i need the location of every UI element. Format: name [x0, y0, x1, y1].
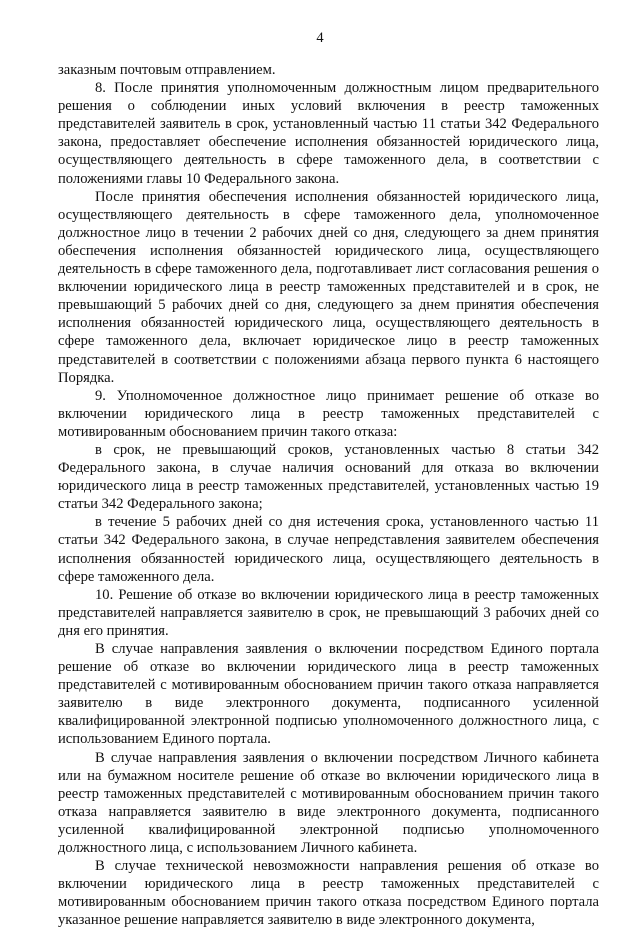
paragraph-continuation: заказным почтовым отправлением.: [58, 62, 276, 78]
paragraph-item-9-case-1: в срок, не превышающий сроков, установленных частью 8 статьи 342 Федерального закона, в случае наличия оснований для отказа во включении юридического лица в реестр таможенных представителей, установленных частью 19 статьи 342 Федерального закона;: [58, 441, 599, 513]
paragraph-item-8-continued: После принятия обеспечения исполнения обязанностей юридического лица, осуществляющего деятельность в сфере таможенного дела, уполномоченное должностное лицо в течении 2 рабочих дней со дня, следующего за днем принятия обеспечения исполнения обязанностей юридического лица, осуществляющего деятельность в сфере таможенного дела, подготавливает лист согласования решения о включении юридического лица в реестр таможенных представителей и в срок, не превышающий 5 рабочих дней со дня, следующего за днем принятия обеспечения исполнения обязанностей юридического лица, осуществляющего деятельность в сфере таможенного дела, включает юридическое лицо в реестр таможенных представителей в соответствии с положениями абзаца первого пункта 6 настоящего Порядка.: [58, 188, 599, 386]
document-body: [58, 61, 599, 930]
paragraph-item-10-personal-cabinet: В случае направления заявления о включении посредством Личного кабинета или на бумажном носителе решение об отказе во включении юридического лица в реестр таможенных представителей с мотивированным обоснованием причин такого отказа направляется заявителю в виде электронного документа, подписанного усиленной квалифицированной электронной подписью уполномоченного должностного лица, с использованием Личного кабинета.: [58, 749, 599, 857]
paragraph-item-9: 9. Уполномоченное должностное лицо принимает решение об отказе во включении юридического лица в реестр таможенных представителей с мотивированным обоснованием причин такого отказа:: [58, 387, 599, 440]
paragraph-item-10: 10. Решение об отказе во включении юридического лица в реестр таможенных представителей направляется заявителю в срок, не превышающий 3 рабочих дней со дня его принятия.: [58, 586, 599, 639]
paragraph-item-9-case-2: в течение 5 рабочих дней со дня истечения срока, установленного частью 11 статьи 342 Федерального закона, в случае непредставления заявителем обеспечения исполнения обязанностей юридического лица, осуществляющего деятельность в сфере таможенного дела.: [58, 514, 599, 585]
paragraph-item-8: 8. После принятия уполномоченным должностным лицом предварительного решения о соблюдении иных условий включения в реестр таможенных представителей заявитель в срок, установленный частью 11 статьи 342 Федерального закона, предоставляет обеспечение исполнения обязанностей юридического лица, осуществляющего деятельность в сфере таможенного дела, в соответствии с положениями главы 10 Федерального закона.: [58, 80, 599, 187]
paragraph-item-10-technical-impossibility: В случае технической невозможности направления решения об отказе во включении юридического лица в реестр таможенных представителей с мотивированным обоснованием причин такого отказа посредством Единого портала указанное решение направляется заявителю в виде электронного документа,: [58, 858, 599, 929]
page-number: 4: [316, 30, 324, 46]
paragraph-item-10-unified-portal: В случае направления заявления о включении посредством Единого портала решение об отказе во включении юридического лица в реестр таможенных представителей с мотивированным обоснованием причин такого отказа направляется заявителю в виде электронного документа, подписанного усиленной квалифицированной электронной подписью уполномоченного должностного лица, с использованием Единого портала.: [58, 641, 599, 748]
